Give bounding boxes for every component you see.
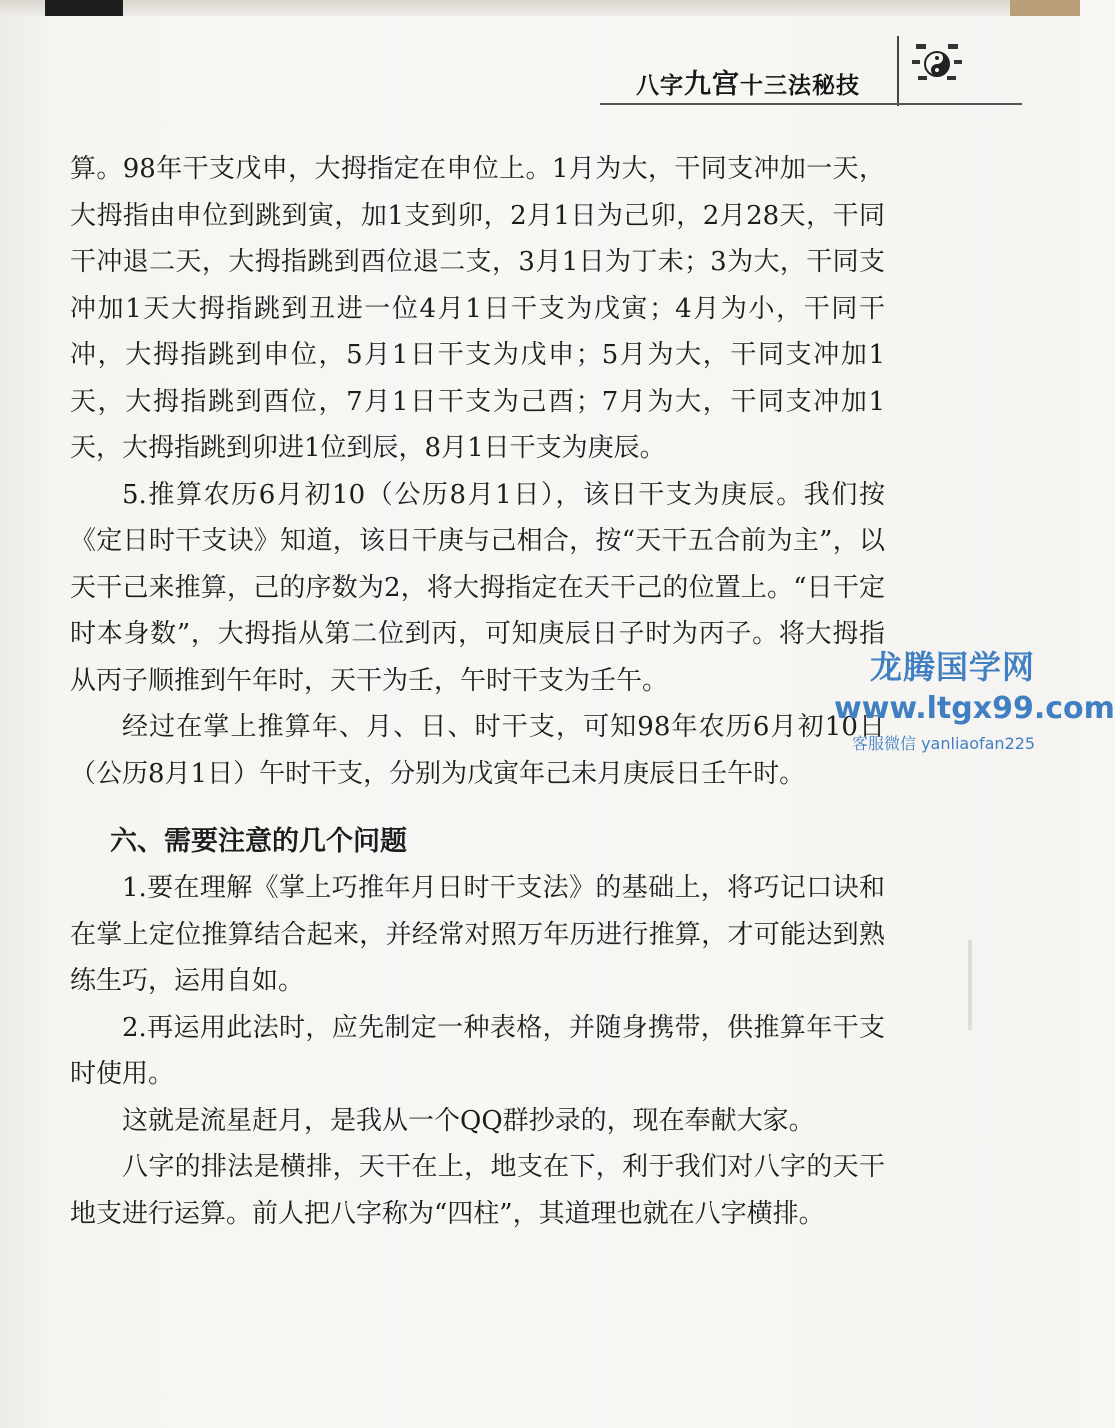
paragraph-2: 5.推算农历6月初10（公历8月1日），该日干支为庚辰。我们按《定日时干支诀》知道，该日干庚与己相合，按“天干五合前为主”，以天干己来推算，己的序数为2，将大拇指定在天干己的位置上。“日干定时本身数”，大拇指从第二位到丙，可知庚辰日子时为丙子。将大拇指从丙子顺推到午年时，天干为壬，午时干支为壬午。: [70, 479, 885, 696]
watermark-url: www.ltgx99.com: [834, 691, 1115, 726]
running-header-title: [636, 62, 886, 101]
header-title-big-1: 九: [684, 69, 712, 100]
top-corner-shade: [1010, 0, 1080, 16]
header-horizontal-rule: [600, 103, 1022, 105]
taiji-emblem-icon: [910, 40, 964, 84]
header-vertical-rule: [897, 36, 899, 106]
watermark-title: 龙腾国学网: [870, 648, 1036, 686]
site-watermark: [834, 645, 1115, 759]
section-paragraph-1: 1.要在理解《掌上巧推年月日时干支法》的基础上，将巧记口诀和在掌上定位推算结合起来，并经常对照万年历进行推算，才可能达到熟练生巧，运用自如。: [70, 873, 885, 996]
paragraph-1: 算。98年干支戊申，大拇指定在申位上。1月为大，干同支冲加一天，大拇指由申位到跳到寅，加1支到卯，2月1日为己卯，2月28天，干同干冲退二天，大拇指跳到酉位退二支，3月1日为丁未；3为大，干同支冲加1天大拇指跳到丑进一位4月1日干支为戊寅；4月为小，干同干冲，大拇指跳到申位，5月1日干支为戊申；5月为大，干同支冲加1天，大拇指跳到酉位，7月1日干支为己酉；7月为大，干同支冲加1天，大拇指跳到卯进1位到辰，8月1日干支为庚辰。: [70, 154, 885, 463]
header-title-big-2: 宫: [712, 69, 740, 100]
header-title-prefix: 八字: [636, 73, 684, 99]
section-paragraph-4: 八字的排法是横排，天干在上，地支在下，利于我们对八字的天干地支进行运算。前人把八字称为“四柱”，其道理也就在八字横排。: [70, 1152, 885, 1229]
section-paragraph-3: 这就是流星赶月，是我从一个QQ群抄录的，现在奉献大家。: [122, 1105, 815, 1136]
section-heading: 六、需要注意的几个问题: [110, 826, 407, 857]
watermark-contact: 客服微信 yanliaofan225: [852, 734, 1036, 753]
paragraph-3: 经过在掌上推算年、月、日、时干支，可知98年农历6月初10日（公历8月1日）午时干支，分别为戊寅年己未月庚辰日壬午时。: [70, 712, 885, 789]
top-dark-block: [45, 0, 123, 16]
top-scan-edge: [0, 0, 1080, 16]
page-body: [70, 146, 885, 1237]
margin-shadow-mark: [968, 940, 972, 1030]
header-title-suffix: 十三法秘技: [740, 73, 860, 99]
section-paragraph-2: 2.再运用此法时，应先制定一种表格，并随身携带，供推算年干支时使用。: [70, 1012, 885, 1089]
